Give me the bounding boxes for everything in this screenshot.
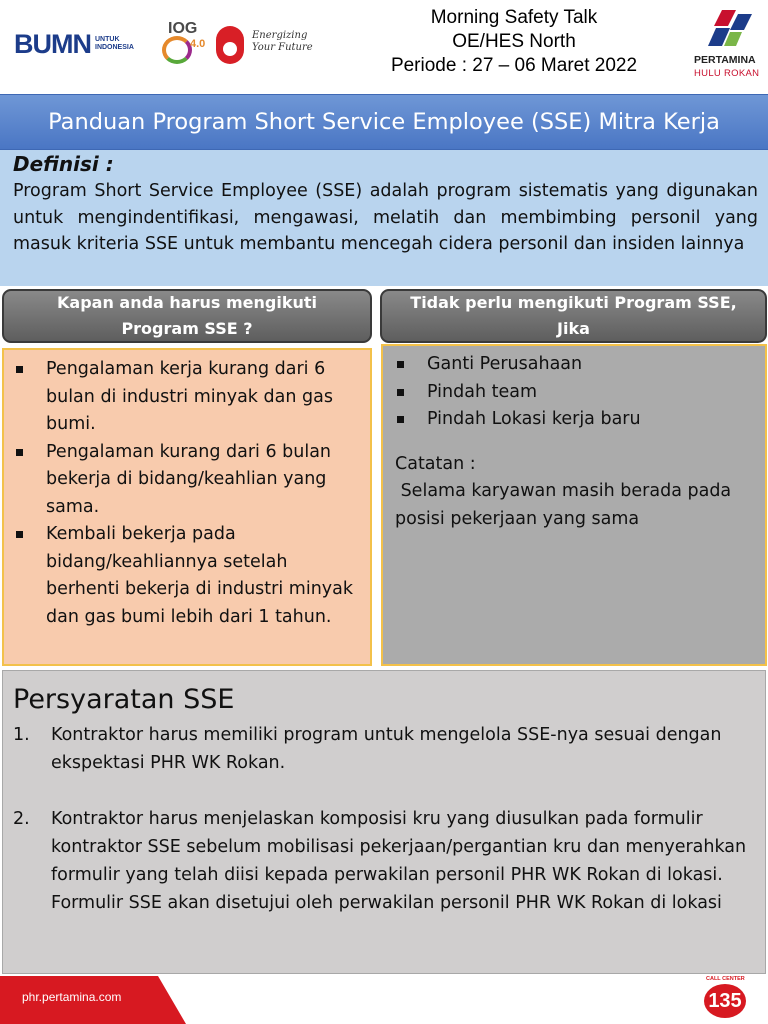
list-item — [12, 521, 362, 631]
talk-title: Morning Safety Talk — [430, 7, 598, 28]
bullet-icon — [16, 366, 23, 373]
definition-text: Program Short Service Employee (SSE) adalah program sistematis yang digunakan untuk mengindentifikasi, mengawasi, melatih dan membimbing personil yang masuk kriteria SSE untuk membantu mencegah cidera personil dan insiden lainnya — [13, 181, 758, 254]
call-center-label: CALL CENTER — [706, 976, 745, 982]
page-title: Panduan Program Short Service Employee (SSE) Mitra Kerja — [48, 109, 720, 135]
call-center-number: 135 — [708, 989, 742, 1012]
not-required-tab-line1: Tidak perlu mengikuti Program SSE, — [410, 293, 737, 312]
talk-subtitle: OE/HES North — [452, 30, 576, 52]
list-item-text: Pengalaman kerja kurang dari 6 bulan di industri minyak dan gas bumi. — [46, 359, 333, 434]
call-center-icon — [704, 984, 746, 1018]
list-item — [393, 351, 757, 379]
list-item-text: Pindah Lokasi kerja baru — [427, 409, 641, 429]
list-item — [12, 356, 362, 439]
call-center-badge — [704, 976, 748, 1020]
title-band — [0, 94, 768, 150]
header — [0, 0, 768, 88]
energizing-line1: Energizing — [252, 30, 308, 41]
energizing-line2: Your Future — [252, 42, 313, 53]
list-item-text: Ganti Perusahaan — [427, 354, 583, 374]
definition-box — [0, 150, 768, 286]
list-item-number: 2. — [13, 809, 30, 829]
requirements-list — [13, 721, 755, 917]
pertamina-mark-icon — [700, 6, 756, 54]
list-item-text: Kontraktor harus memiliki program untuk mengelola SSE-nya sesuai dengan ekspektasi PHR WK Rokan. — [51, 725, 722, 773]
iog-logo-number: 4.0 — [190, 38, 206, 50]
list-item — [13, 805, 755, 917]
pertamina-name: PERTAMINA — [694, 54, 756, 66]
list-item — [393, 406, 757, 434]
iog-logo-text: IOG — [168, 20, 198, 37]
requirements-heading: Persyaratan SSE — [13, 684, 235, 715]
not-required-tab-line2: Jika — [557, 319, 590, 338]
list-item-text: Pindah team — [427, 381, 538, 402]
bumn-logo-sub — [95, 36, 134, 52]
when-required-panel — [2, 348, 372, 666]
when-required-tab — [2, 289, 372, 343]
bumn-logo-word: BUMN — [14, 28, 91, 59]
iog-logo-ring-icon — [162, 36, 192, 64]
note-text: Selama karyawan masih berada pada posisi pekerjaan yang sama — [395, 481, 737, 529]
iog-logo — [158, 20, 206, 66]
when-required-list — [12, 356, 362, 631]
bullet-icon — [16, 531, 23, 538]
bumn-sub-line1: UNTUK — [95, 35, 120, 43]
bullet-icon — [397, 361, 404, 368]
footer-url[interactable]: phr.pertamina.com — [22, 990, 122, 1004]
note-label: Catatan : — [395, 453, 476, 474]
when-required-tab-line1: Kapan anda harus mengikuti — [57, 293, 317, 312]
bullet-icon — [397, 416, 404, 423]
definition-heading: Definisi : — [13, 152, 114, 176]
bumn-logo — [14, 28, 134, 60]
energizing-tagline — [252, 30, 313, 54]
list-item — [13, 721, 755, 777]
energizing-logo-icon — [216, 22, 246, 66]
note-block — [393, 451, 757, 534]
not-required-panel — [381, 344, 767, 666]
list-item-text: Kontraktor harus menjelaskan komposisi kru yang diusulkan pada formulir kontraktor SSE sebelum mobilisasi pekerjaan/pergantian kru dan menyerahkan formulir yang telah diisi kepada perwakilan personil PHR WK Rokan di lokasi. Formulir SSE akan disetujui oleh perwakilan personil PHR WK Rokan di lokasi — [51, 809, 747, 913]
list-item — [393, 379, 757, 407]
bullet-icon — [16, 449, 23, 456]
requirements-box — [2, 670, 766, 974]
list-item-text: Pengalaman kurang dari 6 bulan bekerja di bidang/keahlian yang sama. — [46, 441, 332, 517]
list-item-text: Kembali bekerja pada bidang/keahliannya setelah berhenti bekerja di industri minyak dan gas bumi lebih dari 1 tahun. — [46, 524, 353, 627]
list-item — [12, 439, 362, 522]
talk-period: Periode : 27 – 06 Maret 2022 — [390, 54, 638, 76]
energizing-mark-hole — [223, 42, 237, 56]
list-item-number: 1. — [13, 725, 30, 745]
bullet-icon — [397, 389, 404, 396]
not-required-list — [393, 351, 757, 434]
pertamina-logo — [690, 6, 766, 86]
when-required-tab-line2: Program SSE ? — [121, 319, 253, 338]
pertamina-sub: HULU ROKAN — [694, 68, 760, 79]
not-required-tab — [380, 289, 767, 343]
bumn-sub-line2: INDONESIA — [95, 44, 134, 51]
talk-title-block — [360, 6, 668, 77]
